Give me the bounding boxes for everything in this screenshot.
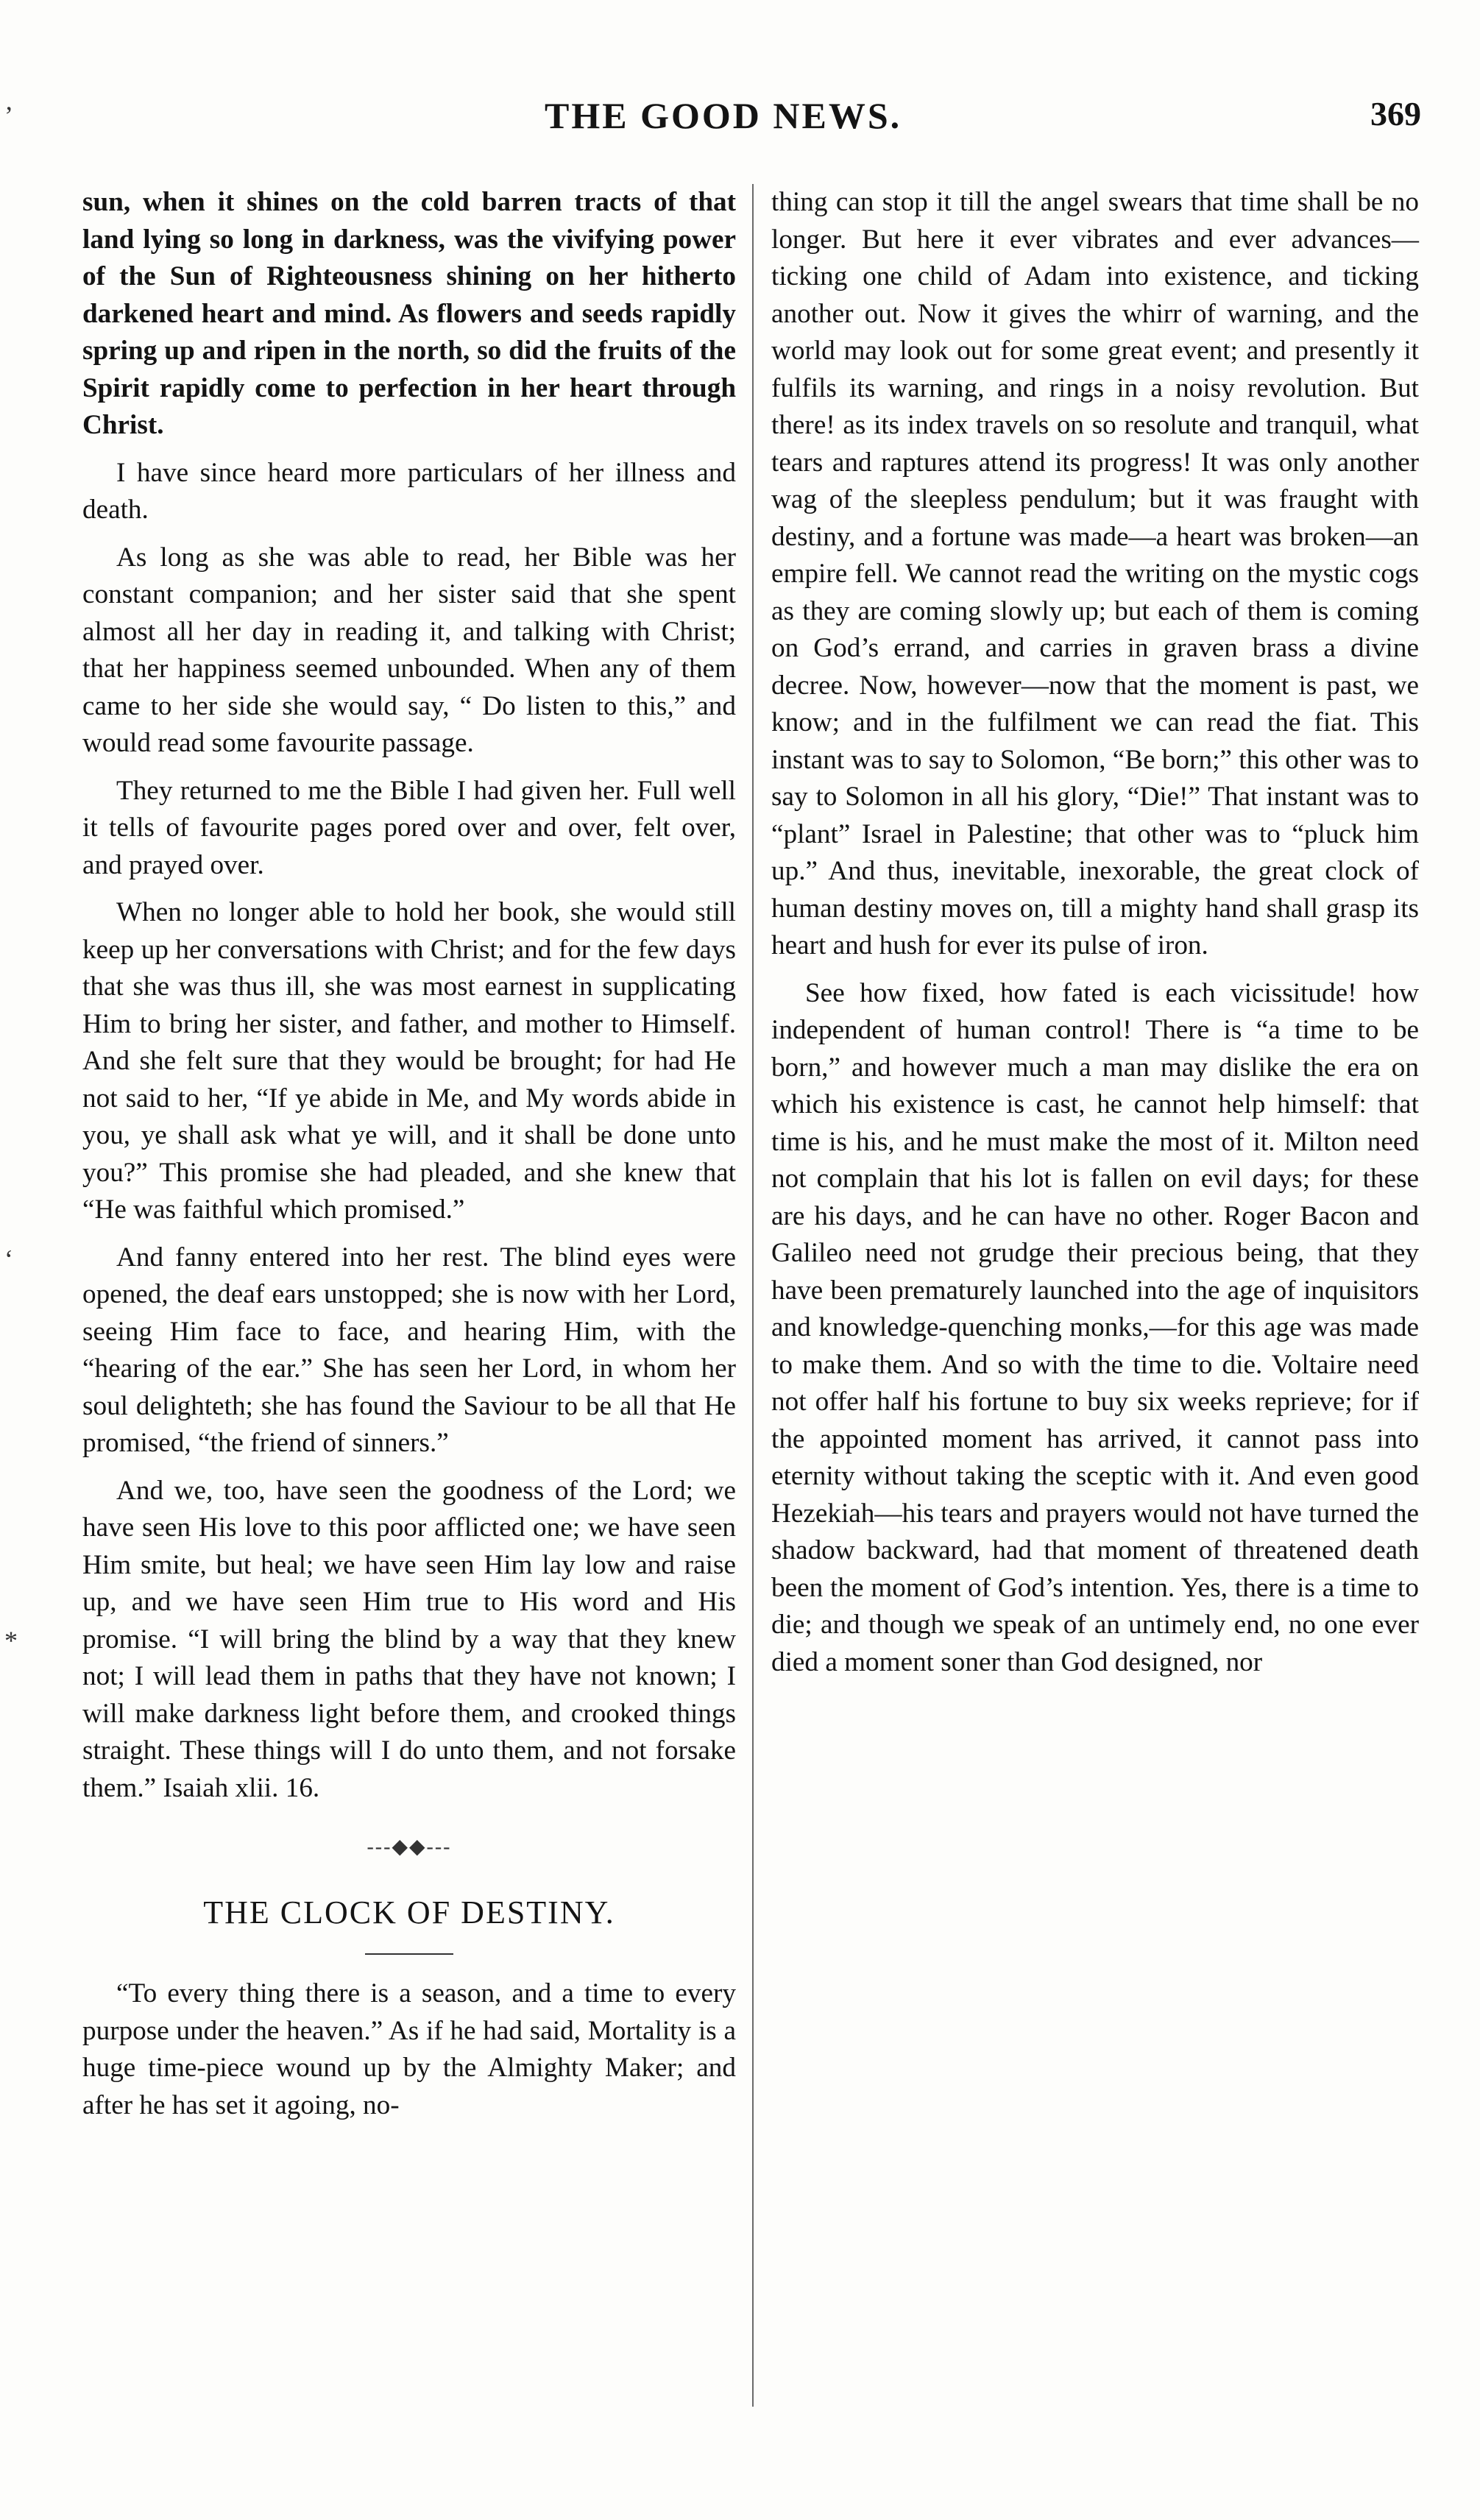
left-paragraph-4: They returned to me the Bible I had given her. Full well it tells of favourite pages pored over and over, felt over, and prayed over. [82, 775, 736, 880]
margin-mark-mid: ‘ [4, 1245, 13, 1274]
margin-mark-lower: * [4, 1626, 18, 1655]
left-paragraph-7: And we, too, have seen the goodness of the Lord; we have seen His love to this poor afflicted one; we have seen Him smite, but heal; we have seen Him lay low and raise up, and we have seen Him true to His word and His promise. “I will bring the blind by a way that they knew not; I will lead them in paths that they have not known; I will make darkness light before them, and crooked things straight. These things will I do unto them, and not forsake them.” Isaiah xlii. 16. [82, 1475, 736, 1803]
right-paragraph-1: thing can stop it till the angel swears that time shall be no longer. But here it ever vibrates and ever advances—ticking one child of Adam into existence, and ticking another out. Now it gives the whirr of warning, and the world may look out for some great event; and presently it fulfils its warning, and rings in a noisy revolution. But there! as its index travels on so resolute and tranquil, what tears and raptures attend its progress! It was only another wag of the sleepless pendulum; but it was fraught with destiny, and a fortune was made—a heart was broken—an empire fell. We cannot read the writing on the mystic cogs as they are coming slowly up; but each of them is coming on God’s errand, and carries in graven brass a divine decree. Now, however—now that the moment is past, we know; and in the fulfilment we can read the fiat. This instant was to say to Solomon, “Be born;” this other was to say to Solomon in all his glory, “Die!” That instant was to “plant” Israel in Palestine; that other was to “pluck him up.” And thus, inevitable, inexorable, the great clock of human destiny moves on, till a mighty hand shall grasp its heart and hush for ever its pulse of iron. [771, 187, 1420, 960]
margin-mark-top: ’ [4, 101, 13, 130]
section-ornament: ---◆◆--- [367, 1836, 452, 1858]
left-paragraph-5: When no longer able to hold her book, she would still keep up her conversations with Christ; and for the few days that she was thus ill, she was most earnest in supplicating Him to bring her sister, and father, and mother to Himself. And she felt sure that they would be brought; for had He not said to her, “If ye abide in Me, and My words abide in you, ye shall ask what ye will, and it shall be done unto you?” This promise she had pleaded, and she knew that “He was faithful which promised.” [82, 897, 736, 1225]
running-header [0, 94, 1480, 153]
right-paragraph-2: See how fixed, how fated is each vicissitude! how independent of human control! There is “a time to be born,” and however much a man may dislike the era on which his existence is cast, he cannot help himself: that time is his, and he must make the most of it. Milton need not complain that his lot is fallen on evil days; for these are his days, and he can have no other. Roger Bacon and Galileo need not grudge their precious being, that they have been prematurely launched into the age of inquisitors and knowledge-quenching monks,—for this age was made to make them. And so with the time to die. Voltaire need not offer half his fortune to buy six weeks reprieve; for if the appointed moment has arrived, it cannot pass into eternity without taking the sceptic with it. And even good Hezekiah—his tears and prayers would not have turned the shadow backward, had that moment of threatened death been the moment of God’s intention. Yes, there is a time to die; and though we speak of an untimely end, no one ever died a moment soner than God designed, nor [771, 977, 1419, 1677]
left-paragraph-3: As long as she was able to read, her Bible was her constant companion; and her sister said that she spent almost all her day in reading it, and talking with Christ; that her happiness seemed unbounded. When any of them came to her side she would say, “ Do listen to this,” and would read some favourite passage. [82, 542, 736, 758]
column-divider [752, 184, 754, 2407]
running-title: THE GOOD NEWS. [545, 95, 902, 136]
section-paragraph-1: “To every thing there is a season, and a time to every purpose under the heaven.” As if he had said, Mortality is a huge time-piece wound up by the Almighty Maker; and after he has set it agoing, no- [82, 1978, 736, 2120]
heading-rule [365, 1953, 453, 1955]
left-paragraph-1: sun, when it shines on the cold barren tracts of that land lying so long in darkness, was the vivifying power of the Sun of Righteousness shining on her hitherto darkened heart and mind. As flowers and seeds rapidly spring up and ripen in the north, so did the fruits of the Spirit rapidly come to perfection in her heart through Christ. [82, 187, 736, 440]
left-column [82, 184, 736, 2134]
right-column [771, 184, 1419, 1691]
page-number: 369 [1370, 95, 1421, 132]
left-paragraph-2: I have since heard more particulars of her illness and death. [82, 457, 736, 525]
section-title: THE CLOCK OF DESTINY. [203, 1894, 615, 1930]
left-paragraph-6: And fanny entered into her rest. The blind eyes were opened, the deaf ears unstopped; she is now with her Lord, seeing Him face to face, and hearing Him, with the “hearing of the ear.” She has seen her Lord, in whom her soul delighteth; she has found the Saviour to be all that He promised, “the friend of sinners.” [82, 1242, 736, 1458]
